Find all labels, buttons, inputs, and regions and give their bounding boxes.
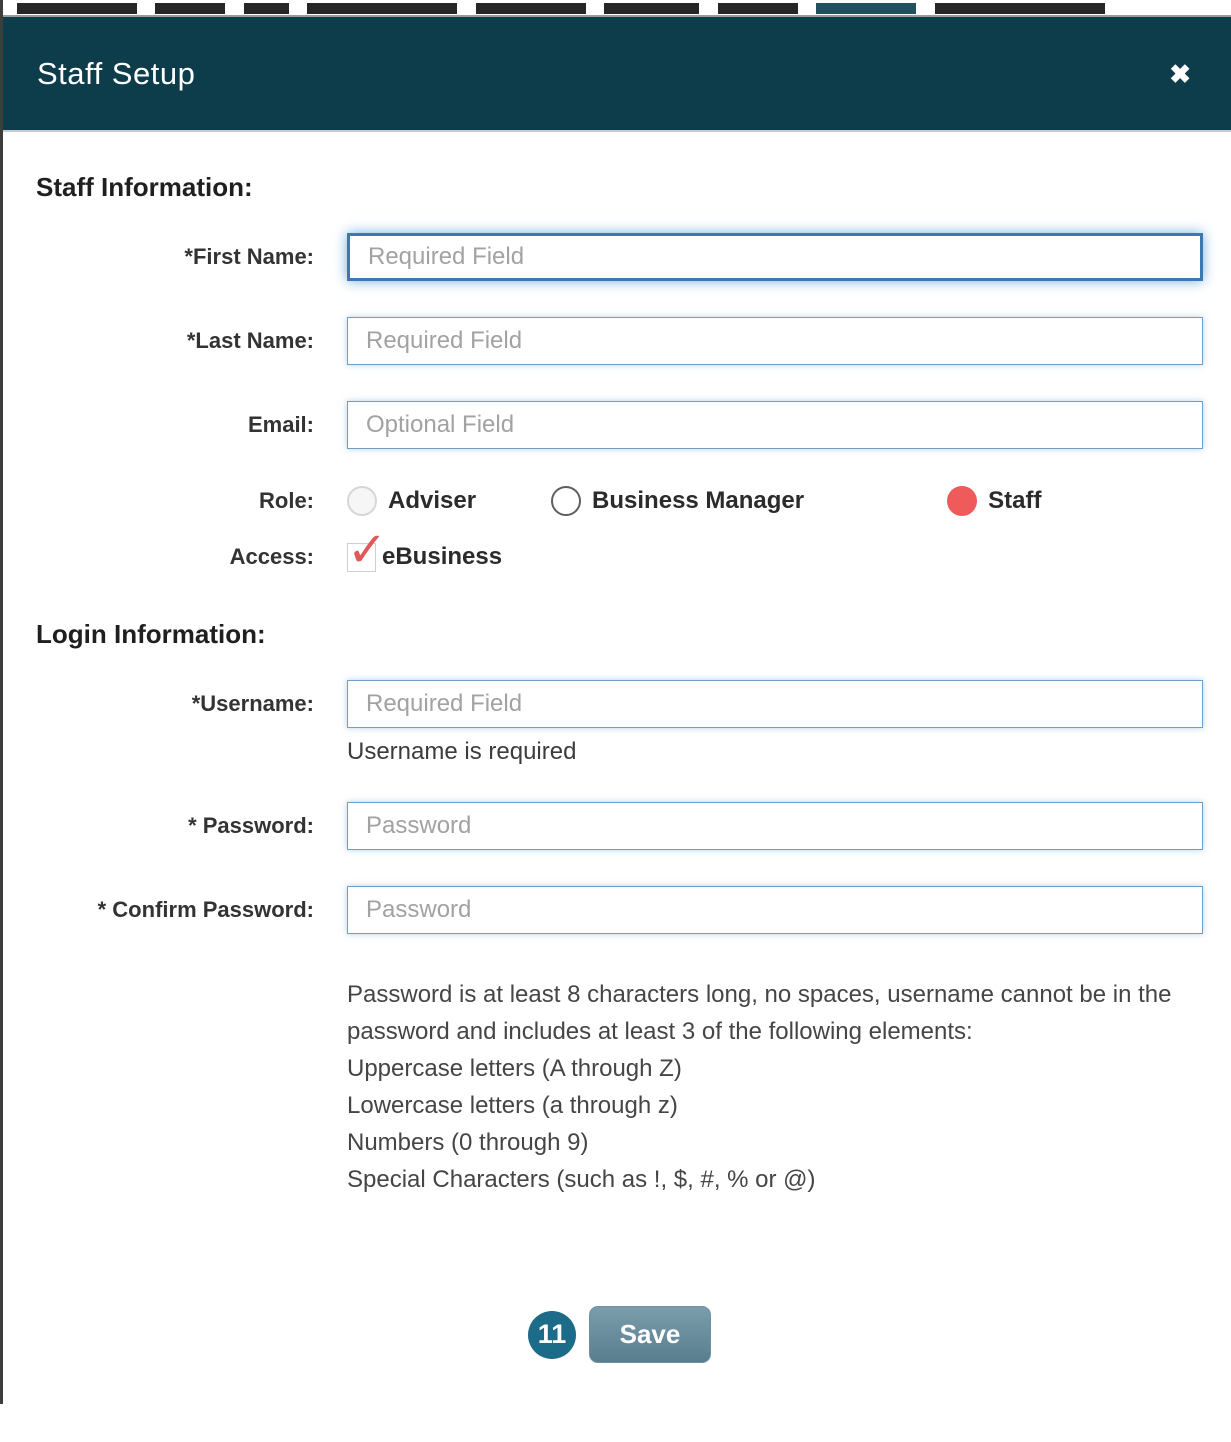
save-row [36,1306,1203,1363]
radio-label: Adviser [388,487,477,514]
confirm-password-input[interactable] [347,886,1203,934]
save-button[interactable]: Save [589,1306,711,1363]
confirm-password-label: * Confirm Password: [97,897,314,922]
password-rule-line: Uppercase letters (A through Z) [347,1055,682,1082]
checkmark-icon: ✓ [347,523,388,577]
email-input[interactable] [347,401,1203,449]
ebusiness-label: eBusiness [382,543,503,570]
username-helper-text: Username is required [347,738,577,765]
background-text-fragment [476,3,586,14]
background-text-fragment [307,3,457,14]
last-name-input[interactable] [347,317,1203,365]
radio-unselected-icon[interactable] [551,486,581,516]
email-row [36,401,1203,449]
username-input[interactable] [347,680,1203,728]
close-icon[interactable]: ✖ [1169,58,1191,89]
staff-setup-modal [3,17,1231,1363]
background-text-fragment [17,3,137,14]
password-rule-line: Lowercase letters (a through z) [347,1092,678,1119]
password-label: * Password: [188,813,314,838]
password-rules [347,976,1203,1198]
background-text-fragment [816,3,916,14]
staff-information-heading: Staff Information: [36,172,253,202]
username-label: *Username: [191,691,314,716]
last-name-row [36,317,1203,365]
access-checkbox-group[interactable] [347,523,503,577]
password-rule-line: Numbers (0 through 9) [347,1129,589,1156]
access-row [36,523,1203,577]
password-row [36,802,1203,850]
background-text-fragment [155,3,225,14]
role-options [347,486,1041,516]
last-name-label: *Last Name: [186,328,314,353]
radio-option-staff[interactable] [947,486,1041,516]
radio-unselected-icon[interactable] [347,486,377,516]
password-rule-line: Password is at least 8 characters long, no spaces, username cannot be in the password and includes at least 3 of the following elements: [347,981,1172,1045]
step-11-badge: 11 [528,1311,576,1359]
background-text-fragment [244,3,289,14]
first-name-row [36,233,1203,281]
background-text-fragment [604,3,699,14]
modal-title: Staff Setup [37,55,196,91]
background-text-fragment [718,3,798,14]
radio-option-business-manager[interactable] [551,486,804,516]
first-name-input[interactable] [347,233,1203,281]
ebusiness-checkbox[interactable] [347,523,388,577]
modal-body [3,132,1231,1363]
first-name-label: *First Name: [184,244,314,269]
background-text-fragment [935,3,1105,14]
background-content-strip [3,2,1231,17]
username-row [36,680,1203,766]
password-rule-line: Special Characters (such as !, $, #, % or @) [347,1166,816,1193]
access-label: Access: [229,544,314,569]
email-label: Email: [247,412,314,437]
login-information-heading: Login Information: [36,619,266,649]
role-label: Role: [259,488,314,513]
radio-label: Staff [988,487,1042,514]
role-row [36,485,1203,517]
page-edge-line [0,0,3,1404]
confirm-password-row [36,886,1203,934]
radio-label: Business Manager [592,487,805,514]
radio-selected-icon[interactable] [947,486,977,516]
modal-header [3,17,1231,132]
radio-option-adviser[interactable] [347,486,476,516]
password-input[interactable] [347,802,1203,850]
